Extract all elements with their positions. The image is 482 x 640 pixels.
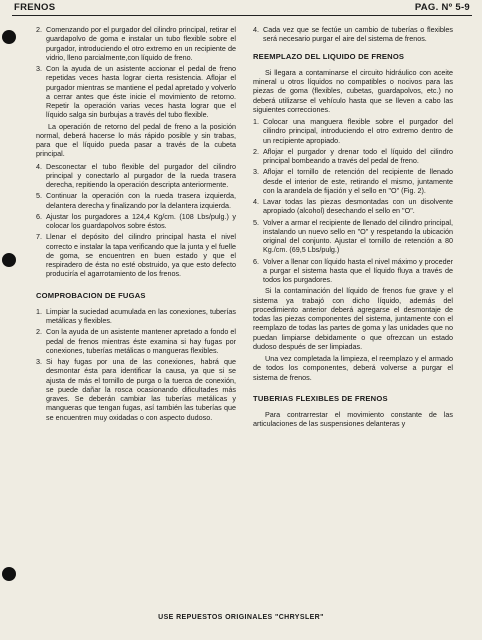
item-text: Limpiar la suciedad acumulada en las conexiones, tuberías metálicas y flexibles. (46, 306, 236, 325)
item-number: 1. (253, 117, 259, 126)
paragraph: Si llegara a contaminarse el circuito hidráulico con aceite mineral u otros líquidos no compatibles o nocivos para las piezas de goma (flexibles, cubetas, guardapolvos, etc.) no deberá utilizarse el vehículo hasta que se lleven a cabo las siguientes correcciones. (253, 67, 453, 114)
list-item (253, 257, 453, 285)
item-text: Si hay fugas por una de las conexiones, habrá que desmontar ésta para identificar la causa, ya que si se ajusta de más el tornillo de purga o la tuerca de conexión, se puede dañar la rosca ocasionando dificultades más graves. Se deberán cambiar las tuberías metálicas y mangueras que tengan fugas, así también las tuberías que se encuentren muy oxidadas o con aspecto dudoso. (46, 357, 236, 422)
item-number: 3. (36, 64, 42, 73)
binder-hole (2, 30, 16, 44)
list-item (36, 357, 236, 422)
item-number: 2. (253, 146, 259, 156)
item-number: 2. (36, 327, 42, 337)
paragraph: Para contrarrestar el movimiento constante de las articulaciones de las suspensiones delanteras y (253, 410, 453, 429)
step-list (36, 307, 236, 422)
list-item (253, 197, 453, 216)
item-text: Colocar una manguera flexible sobre el purgador del cilindro principal, introduciendo el otro extremo dentro de un recipiente apropiado. (263, 117, 453, 145)
item-text: Lavar todas las piezas desmontadas con un disolvente apropiado (alcohol) desechando el sello en "O". (263, 197, 453, 216)
item-number: 1. (36, 306, 42, 316)
item-number: 5. (253, 217, 259, 227)
list-item (36, 307, 236, 326)
item-text: Con la ayuda de un asistente mantener apretado a fondo el pedal de frenos mientras éste examina si hay fugas por conexiones, tuberías metálicas o mangueras flexibles. (46, 327, 236, 355)
left-column (36, 25, 236, 424)
paragraph: La operación de retorno del pedal de freno a la posición normal, deberá hacerse lo más rápido posible y sin trabas, para que el líquido pueda pasar a través de la cubeta principal. (36, 121, 236, 159)
item-text: Ajustar los purgadores a 124,4 Kg/cm. (108 Lbs/pulg.) y colocar los guardapolvos sobre éstos. (46, 211, 236, 230)
item-number: 2. (36, 25, 42, 34)
section-heading: REEMPLAZO DEL LIQUIDO DE FRENOS (253, 51, 405, 61)
list-item (36, 191, 236, 210)
list-item (36, 25, 236, 62)
list-item (36, 212, 236, 231)
footer-note: USE REPUESTOS ORIGINALES "CHRYSLER" (158, 614, 324, 621)
list-item (36, 162, 236, 190)
item-text: Volver a llenar con líquido hasta el nivel máximo y proceder a purgar el sistema hasta que el líquido fluya a través de todos los purgadores. (263, 256, 453, 284)
item-text: Con la ayuda de un asistente accionar el pedal de freno repetidas veces hasta lograr cierta resistencia. Aflojar el purgador mientras se mantiene el pedal apretado y volverlo a cerrar antes que éste inicie el movimiento de retorno. Repetir la operación varias veces hasta lograr que el líquido salga sin burbujas a través del tubo flexible. (46, 64, 236, 120)
section-heading: TUBERIAS FLEXIBLES DE FRENOS (253, 393, 388, 403)
binder-hole (2, 253, 16, 267)
item-text: Comenzando por el purgador del cilindro principal, retirar el guardapolvo de goma e instalar un tubo flexible sobre el purgador, introduciendo el otro extremo en un recipiente de vidrio, lleno parcialmente,con líquido de freno. (46, 25, 236, 62)
item-number: 4. (253, 25, 259, 34)
header-rule (12, 15, 472, 16)
item-text: Llenar el depósito del cilindro principal hasta el nivel correcto e instalar la tapa verificando que la junta y el fuelle de goma, se encuentren en buen estado y que el respiradero de ésta no esté obstruido, ya que esto defecto produciría el agarrotamiento de los frenos. (46, 232, 236, 279)
item-number: 5. (36, 191, 42, 201)
page-number: PAG. Nº 5-9 (414, 2, 470, 13)
section-title: FRENOS (14, 2, 56, 13)
step-list (253, 117, 453, 284)
item-number: 7. (36, 232, 42, 242)
item-text: Continuar la operación con la rueda trasera izquierda, delantera derecha y finalizando por la delantera izquierda. (46, 191, 236, 210)
item-text: Cada vez que se fectúe un cambio de tuberías o flexibles será necesario purgar el aire del sistema de frenos. (263, 25, 453, 44)
item-text: Volver a armar el recipiente de llenado del cilindro principal, instalando un nuevo sello en "O" y respetando la ubicación original del conjunto. Ajustar el tornillo de retención a 80 Kg./cm. (69,5 Lbs/pulg.) (263, 217, 453, 255)
item-number: 3. (36, 357, 42, 366)
list-item (36, 232, 236, 278)
list-item (253, 167, 453, 195)
step-list (36, 25, 236, 120)
list-item (253, 25, 453, 44)
step-list (253, 25, 453, 44)
right-column (253, 25, 453, 432)
item-text: Desconectar el tubo flexible del purgador del cilindro principal y conectarlo al purgador de la rueda trasera derecha, repitiendo la operación descripta anteriormente. (46, 161, 236, 189)
list-item (253, 218, 453, 255)
item-number: 3. (253, 167, 259, 177)
list-item (253, 147, 453, 166)
item-number: 4. (36, 161, 42, 171)
list-item (253, 117, 453, 145)
section-heading: COMPROBACION DE FUGAS (36, 290, 146, 300)
item-number: 6. (253, 256, 259, 266)
step-list (36, 162, 236, 279)
binder-hole (2, 567, 16, 581)
paragraph: Una vez completada la limpieza, el reemplazo y el armado de todos los componentes, deberá volverse a purgar el sistema de frenos. (253, 354, 453, 382)
item-text: Aflojar el tornillo de retención del recipiente de llenado desde el interior de este, retirando el mismo, juntamente con la arandela de fijación y el sello en "O" (Fig. 2). (263, 167, 453, 195)
list-item (36, 64, 236, 120)
item-number: 6. (36, 211, 42, 221)
item-text: Aflojar el purgador y drenar todo el líquido del cilindro principal bombeando a través del pedal de freno. (263, 146, 453, 165)
item-number: 4. (253, 197, 259, 206)
paragraph: Si la contaminación del líquido de frenos fue grave y el sistema ya trabajó con dicho líquido, además del procedimiento anterior deberá agregarse el desmontaje de todas las piezas componentes del sistema, juntamente con el reemplazo de todas las partes de goma y las unidades que no puedan limpiarse debidamente o que ofrezcan un estado dudoso después de ser limpiadas. (253, 286, 453, 351)
list-item (36, 327, 236, 355)
